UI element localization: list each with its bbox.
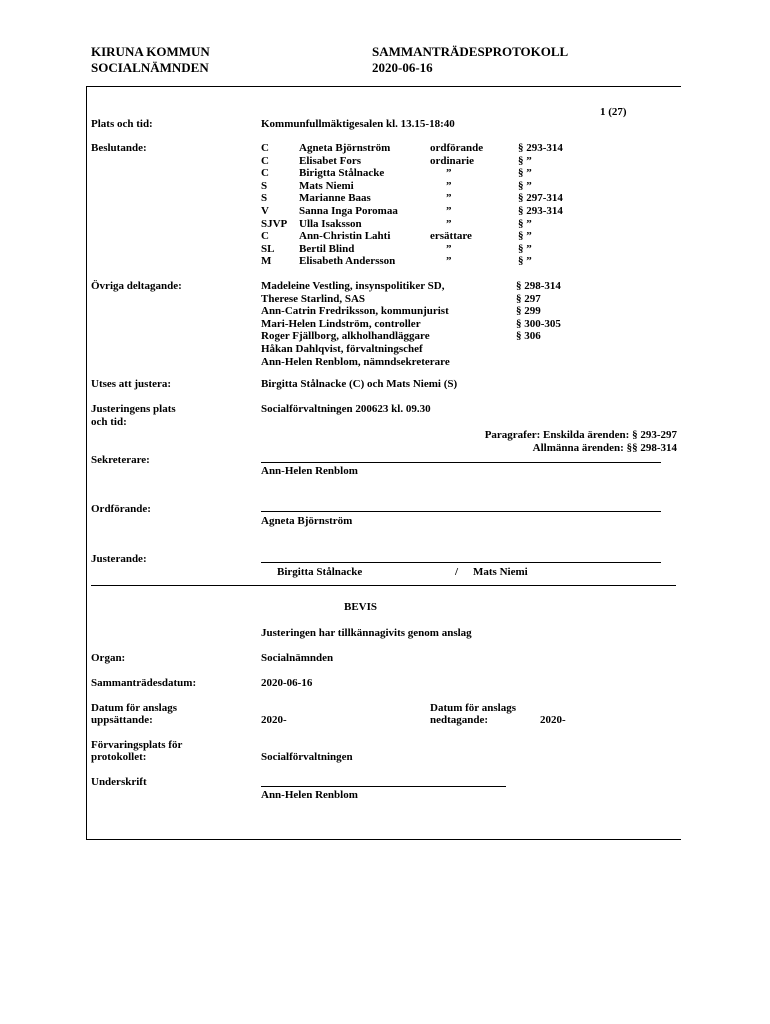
list-item: Mari-Helen Lindström, controller § 300-305 <box>261 317 561 330</box>
sekreterare-signature-line <box>261 462 661 463</box>
beslutande-label: Beslutande: <box>91 142 147 154</box>
sekreterare-label: Sekreterare: <box>91 454 150 466</box>
section-divider <box>91 585 676 586</box>
list-item: C Elisabet Fors ordinarie § ” <box>261 154 532 167</box>
forvaring-value: Socialförvaltningen <box>261 751 353 763</box>
uppsattande-label-2: uppsättande: <box>91 714 153 726</box>
list-item: Ann-Catrin Fredriksson, kommunjurist § 299 <box>261 305 541 318</box>
frame-bottom-line <box>86 839 681 840</box>
plats-label: Plats och tid: <box>91 118 153 130</box>
sekreterare-name: Ann-Helen Renblom <box>261 465 358 477</box>
organ-value: Socialnämnden <box>261 652 334 664</box>
sammantradesdatum-label: Sammanträdesdatum: <box>91 677 197 689</box>
justerande-name-1: Birgitta Stålnacke <box>277 566 363 578</box>
justerande-name-2: Mats Niemi <box>473 566 528 578</box>
justerande-separator: / <box>455 566 459 578</box>
ovriga-label: Övriga deltagande: <box>91 280 182 292</box>
underskrift-name: Ann-Helen Renblom <box>261 789 358 801</box>
list-item: Madeleine Vestling, insynspolitiker SD, § 298-314 <box>261 280 561 292</box>
underskrift-label: Underskrift <box>91 776 147 788</box>
nedtagande-label-2: nedtagande: <box>430 714 489 726</box>
uppsattande-label-1: Datum för anslags <box>91 702 177 714</box>
frame-left-line <box>86 86 87 839</box>
list-item: Ann-Helen Renblom, nämndsekreterare <box>261 355 450 368</box>
forvaring-label-2: protokollet: <box>91 751 147 763</box>
justera-value: Birgitta Stålnacke (C) och Mats Niemi (S) <box>261 378 458 390</box>
paragrafer-allmanna: Allmänna ärenden: §§ 298-314 <box>532 442 677 454</box>
list-item: Håkan Dahlqvist, förvaltningschef <box>261 342 423 355</box>
ordforande-name: Agneta Björnström <box>261 515 353 527</box>
list-item: M Elisabeth Andersson ” § ” <box>261 255 532 268</box>
list-item: Roger Fjällborg, alkholhandläggare § 306 <box>261 330 541 343</box>
sammantradesdatum-value: 2020-06-16 <box>261 677 313 689</box>
document-title: SAMMANTRÄDESPROTOKOLL <box>372 44 569 59</box>
list-item: Therese Starlind, SAS § 297 <box>261 292 541 305</box>
plats-value: Kommunfullmäktigesalen kl. 13.15-18:40 <box>261 118 455 130</box>
document-date: 2020-06-16 <box>372 60 433 75</box>
list-item: SJVP Ulla Isaksson ” § ” <box>261 217 532 230</box>
justerande-signature-line <box>261 562 661 563</box>
nedtagande-value: 2020- <box>540 714 566 726</box>
list-item: C Birigtta Stålnacke ” § ” <box>261 167 532 180</box>
beslutande-list <box>261 142 563 268</box>
list-item: S Mats Niemi ” § ” <box>261 179 532 192</box>
list-item: C Agneta Björnström ordförande § 293-314 <box>261 142 563 154</box>
paragrafer-enskilda: Paragrafer: Enskilda ärenden: § 293-297 <box>484 429 677 441</box>
page-number: 1 (27) <box>600 106 627 118</box>
underskrift-signature-line <box>261 786 506 787</box>
organ-label: Organ: <box>91 652 126 664</box>
uppsattande-value: 2020- <box>261 714 287 726</box>
justeringens-label-2: och tid: <box>91 416 127 428</box>
justeringens-value: Socialförvaltningen 200623 kl. 09.30 <box>261 403 431 415</box>
ordforande-label: Ordförande: <box>91 503 151 515</box>
justeringens-label-1: Justeringens plats <box>91 403 176 415</box>
list-item: S Marianne Baas ” § 297-314 <box>261 192 563 205</box>
justera-label: Utses att justera: <box>91 378 172 390</box>
nedtagande-label-1: Datum för anslags <box>430 702 516 714</box>
forvaring-label-1: Förvaringsplats för <box>91 739 183 751</box>
committee-name: SOCIALNÄMNDEN <box>91 60 209 75</box>
bevis-title: BEVIS <box>344 601 378 613</box>
org-name: KIRUNA KOMMUN <box>91 44 210 59</box>
ovriga-list <box>261 280 561 368</box>
list-item: V Sanna Inga Poromaa ” § 293-314 <box>261 204 563 217</box>
list-item: SL Bertil Blind ” § ” <box>261 242 532 255</box>
list-item: C Ann-Christin Lahti ersättare § ” <box>261 230 532 243</box>
bevis-statement: Justeringen har tillkännagivits genom anslag <box>261 627 472 639</box>
frame-top-line <box>86 86 681 87</box>
ordforande-signature-line <box>261 511 661 512</box>
justerande-label: Justerande: <box>91 553 147 565</box>
